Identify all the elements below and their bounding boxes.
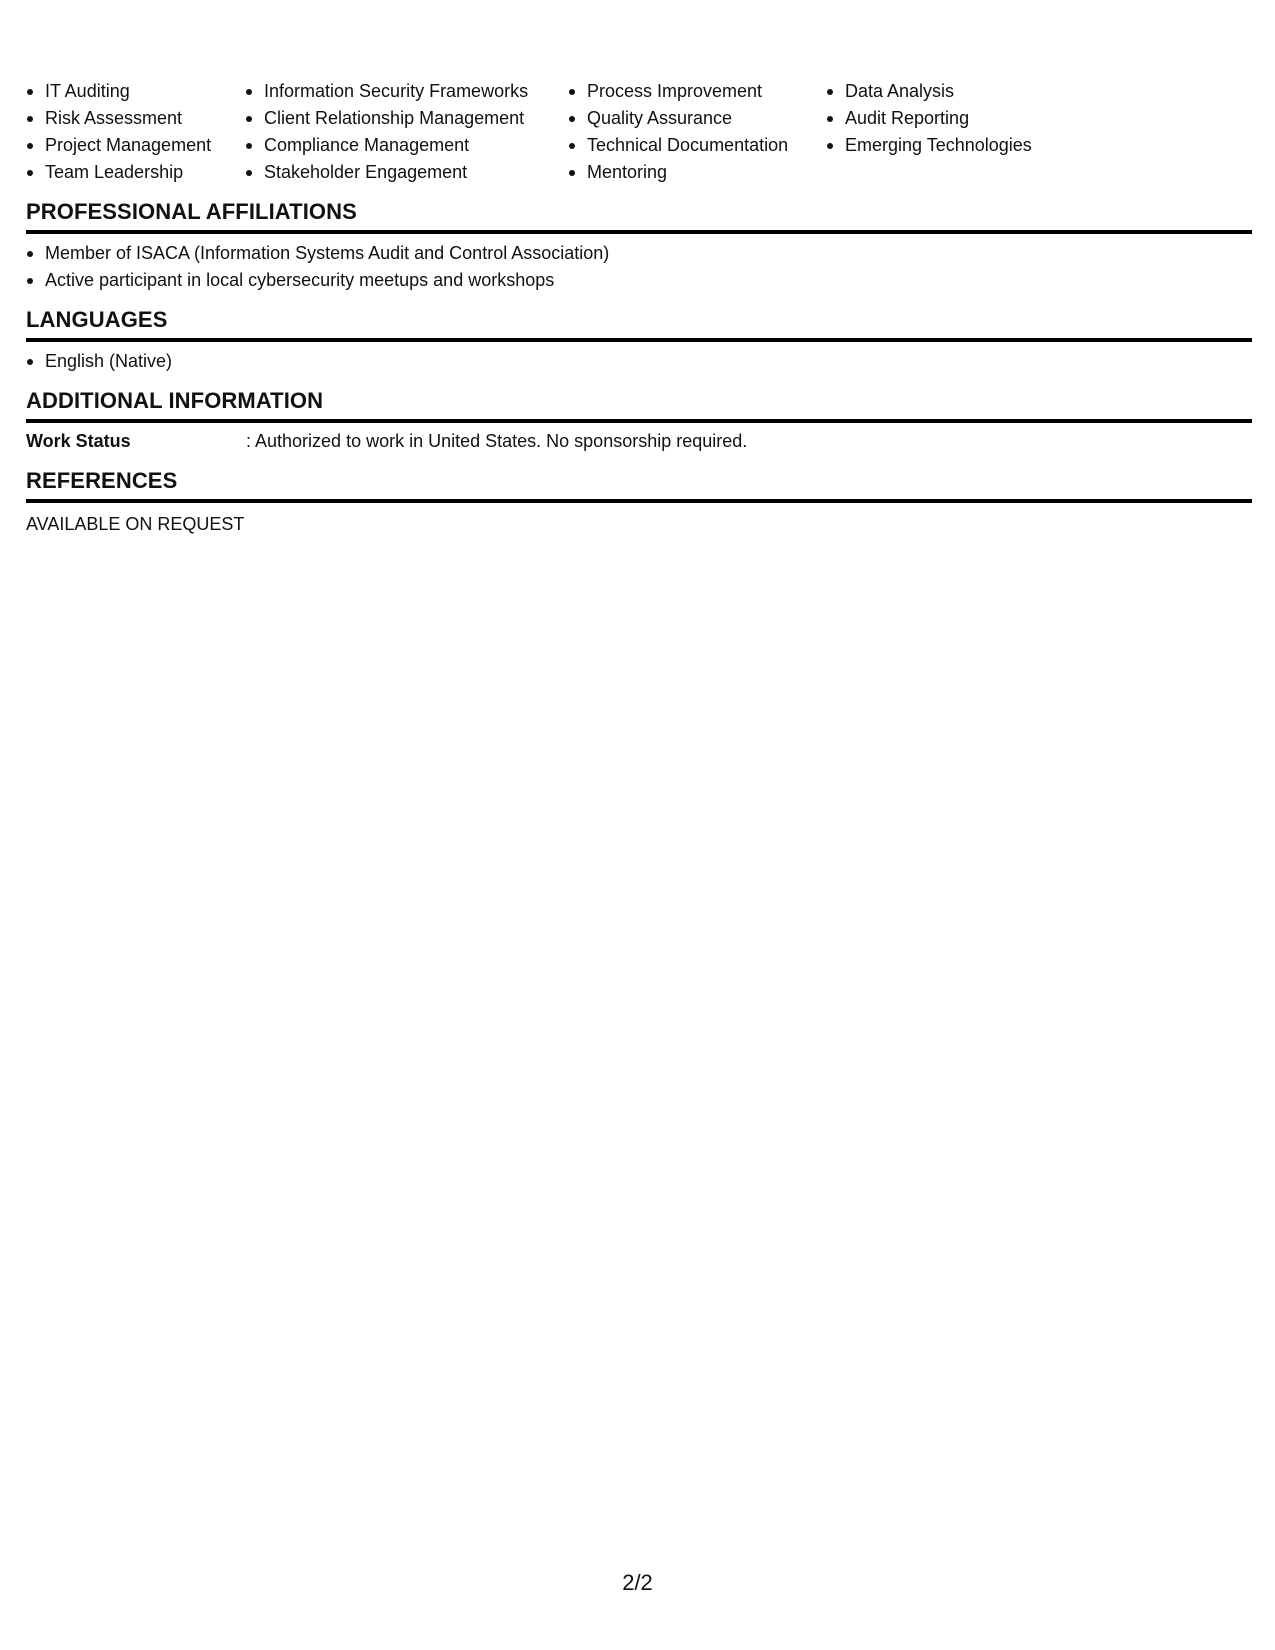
skill-item: Risk Assessment: [26, 105, 245, 132]
skill-item: Audit Reporting: [826, 105, 1066, 132]
skill-item: Process Improvement: [568, 78, 826, 105]
work-status-row: [26, 428, 1252, 455]
section-heading-additional-info: ADDITIONAL INFORMATION: [26, 387, 1252, 423]
language-item: English (Native): [26, 348, 1252, 375]
affiliation-item: Active participant in local cybersecurity meetups and workshops: [26, 267, 1252, 294]
skills-column: [826, 78, 1066, 159]
skill-item: Technical Documentation: [568, 132, 826, 159]
section-heading-languages: LANGUAGES: [26, 306, 1252, 342]
affiliations-list: [26, 240, 1252, 294]
skills-column: [26, 78, 245, 186]
skills-column: [568, 78, 826, 186]
work-status-label: Work Status: [26, 431, 131, 451]
section-heading-affiliations: PROFESSIONAL AFFILIATIONS: [26, 198, 1252, 234]
skill-item: Mentoring: [568, 159, 826, 186]
skill-item: Client Relationship Management: [245, 105, 568, 132]
references-text: AVAILABLE ON REQUEST: [26, 514, 245, 534]
affiliation-item: Member of ISACA (Information Systems Audit and Control Association): [26, 240, 1252, 267]
skill-item: IT Auditing: [26, 78, 245, 105]
skill-item: Compliance Management: [245, 132, 568, 159]
skill-item: Data Analysis: [826, 78, 1066, 105]
additional-info-section: [26, 387, 1252, 455]
work-status-value: : Authorized to work in United States. No sponsorship required.: [246, 431, 748, 451]
references-section: [26, 467, 1252, 538]
skill-item: Project Management: [26, 132, 245, 159]
skill-item: Information Security Frameworks: [245, 78, 568, 105]
skills-grid: [26, 78, 1252, 186]
skill-item: Emerging Technologies: [826, 132, 1066, 159]
languages-section: [26, 306, 1252, 375]
page-number: 2/2: [622, 1570, 653, 1595]
skill-item: Quality Assurance: [568, 105, 826, 132]
resume-page: [26, 78, 1252, 538]
skill-item: Team Leadership: [26, 159, 245, 186]
section-heading-references: REFERENCES: [26, 467, 1252, 503]
skill-item: Stakeholder Engagement: [245, 159, 568, 186]
skills-column: [245, 78, 568, 186]
affiliations-section: [26, 198, 1252, 294]
languages-list: [26, 348, 1252, 375]
